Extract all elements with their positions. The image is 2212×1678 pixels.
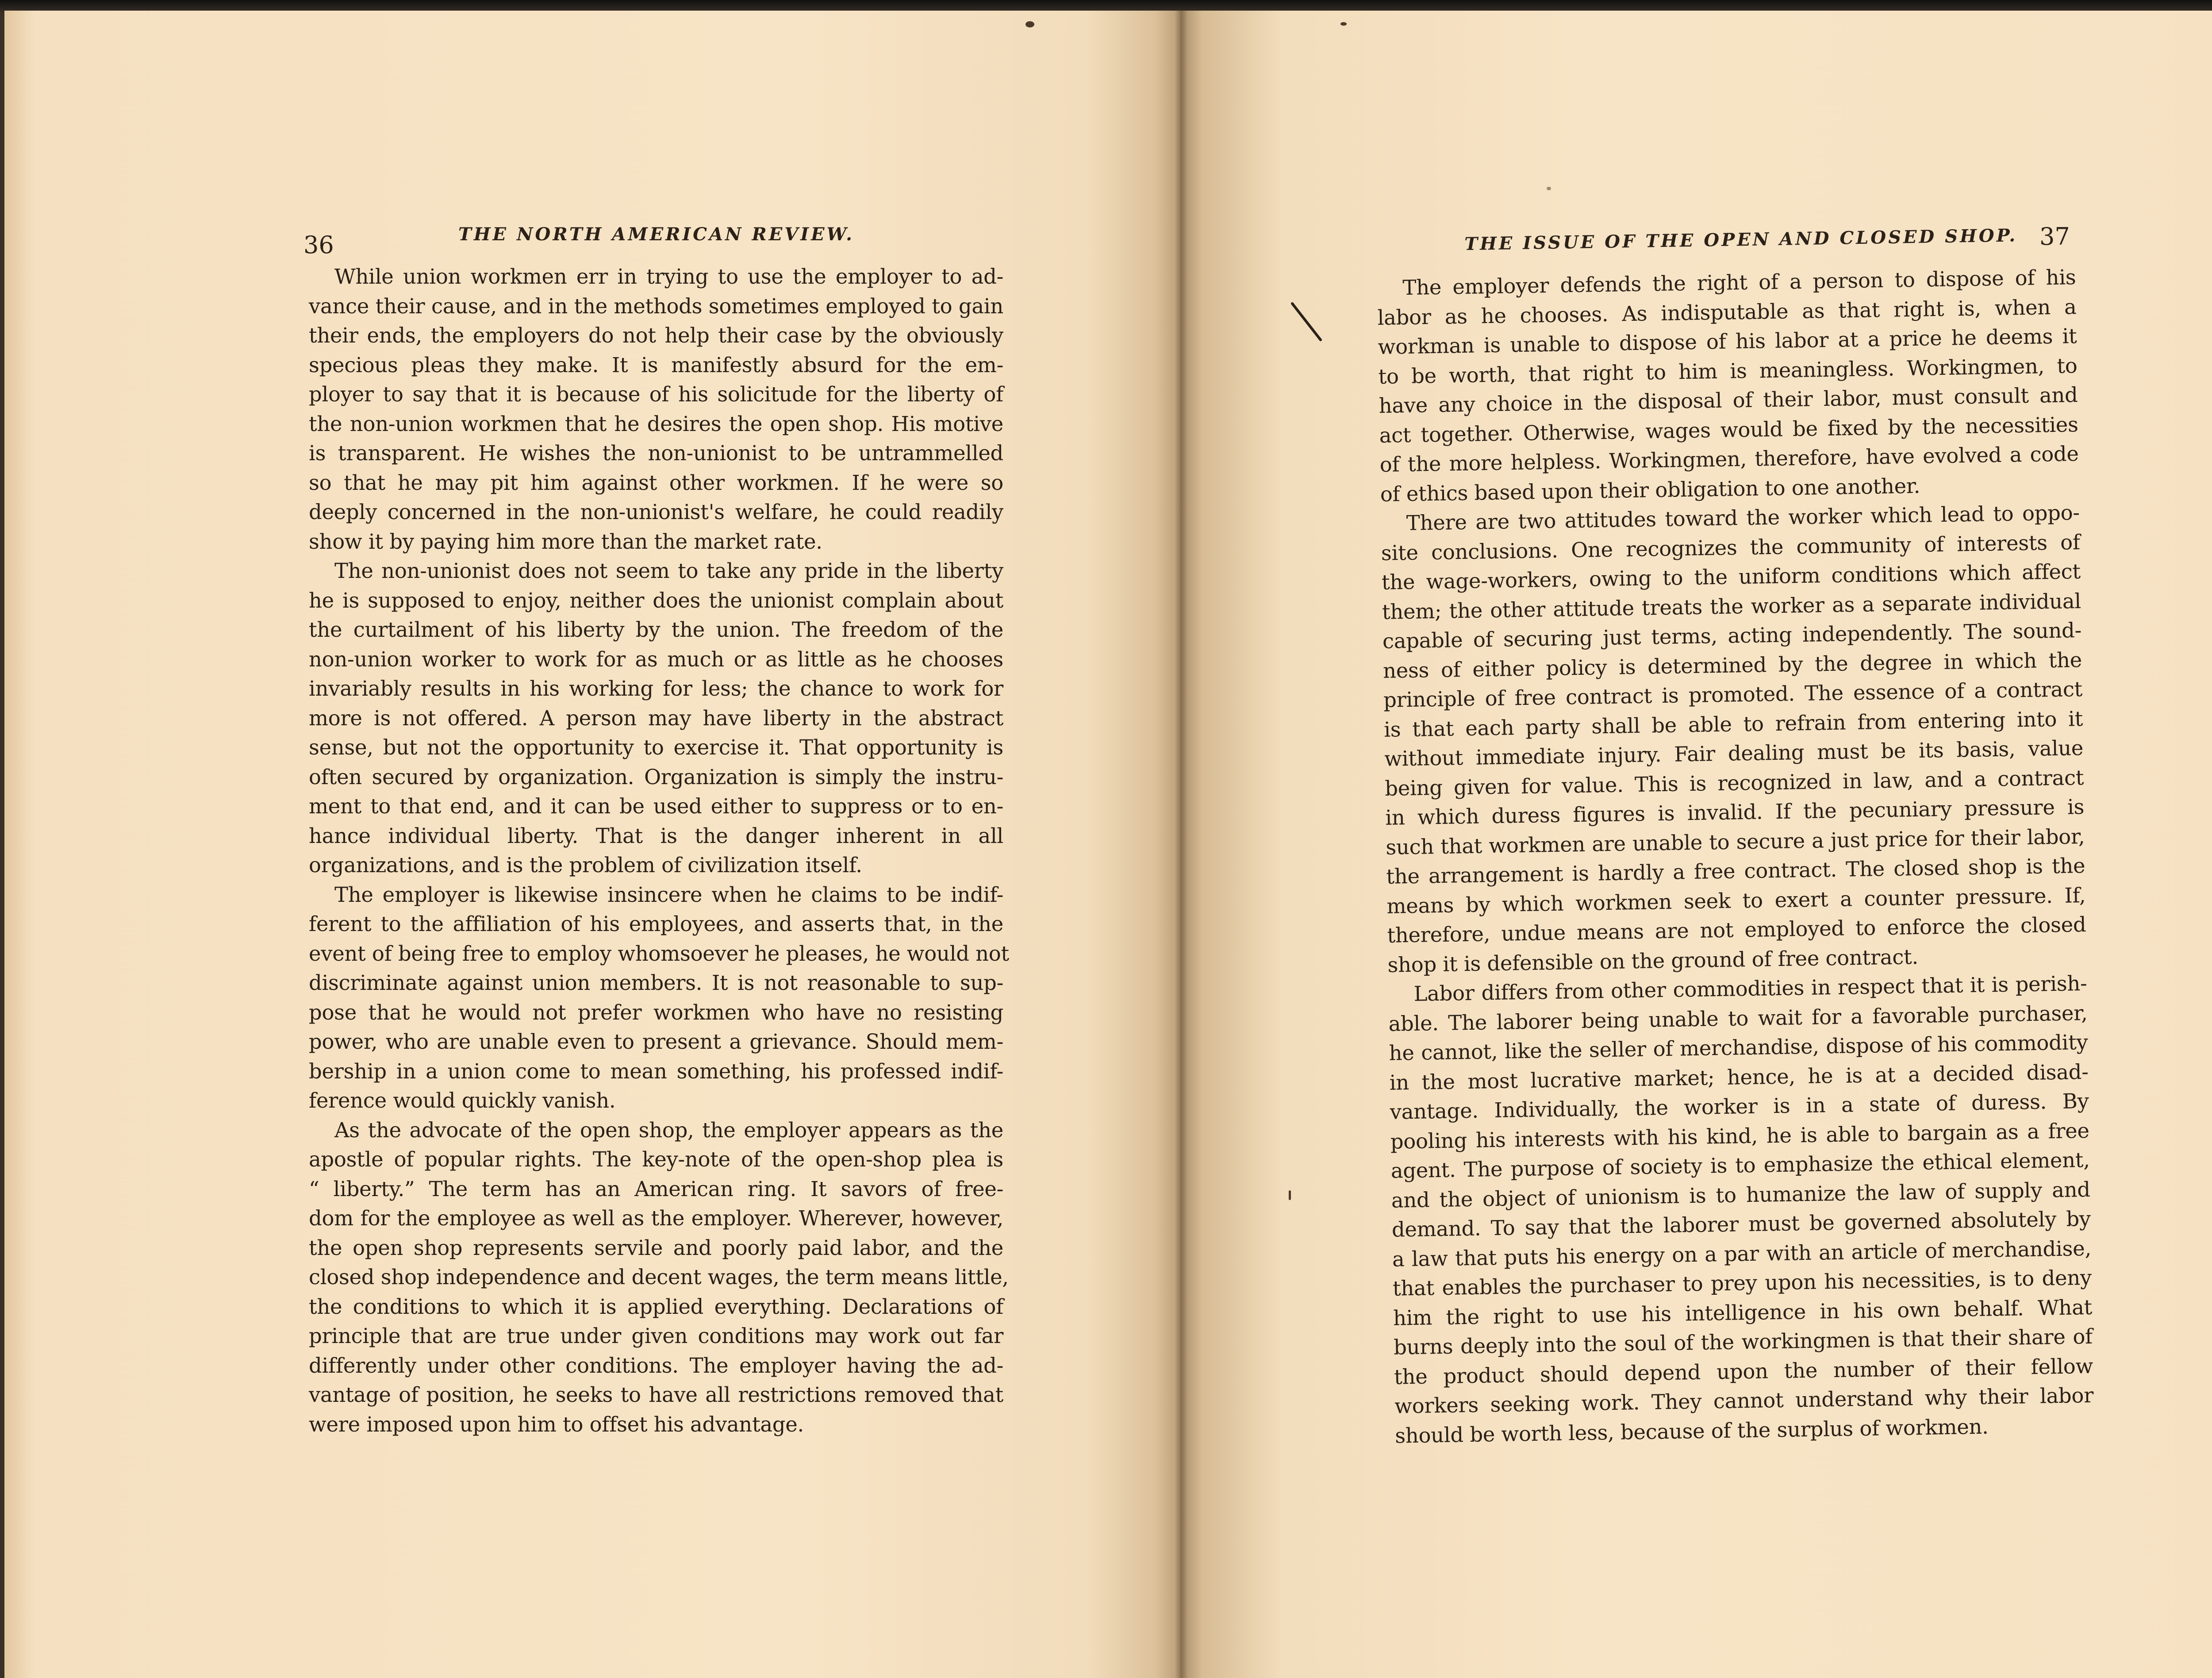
text-line: dom for the employee as well as the employer. Wherever, however, xyxy=(309,1206,1003,1230)
text-line: pose that he would not prefer workmen who have no resisting xyxy=(309,1000,1003,1024)
text-line: workman is unable to dispose of his labor at a price he deems it xyxy=(1378,324,2077,359)
text-line: ployer to say that it is because of his solicitude for the liberty of xyxy=(309,382,1003,406)
text-line: organizations, and is the problem of civilization itself. xyxy=(309,853,862,877)
page-number-left: 36 xyxy=(303,231,334,259)
text-line: As the advocate of the open shop, the employer appears as the xyxy=(334,1118,1003,1142)
text-line: ferent to the affiliation of his employees, and asserts that, in the xyxy=(309,912,1003,936)
book-gutter xyxy=(1175,11,1188,1678)
text-line: he cannot, like the seller of merchandise, dispose of his commodity xyxy=(1389,1030,2088,1065)
text-line: The employer defends the right of a person to dispose of his xyxy=(1402,265,2076,300)
text-line: Labor differs from other commodities in respect that it is perish- xyxy=(1413,971,2087,1006)
text-line: the open shop represents servile and poorly paid labor, and the xyxy=(309,1235,1003,1260)
text-line: means by which workmen seek to exert a counter pressure. If, xyxy=(1386,883,2086,918)
text-line: so that he may pit him against other workmen. If he were so xyxy=(309,470,1003,495)
text-line: power, who are unable even to present a grievance. Should mem- xyxy=(309,1030,1003,1054)
text-line: the product should depend upon the number of their fellow xyxy=(1394,1354,2093,1389)
text-line: the wage-workers, owing to the uniform conditions which affect xyxy=(1381,559,2081,594)
text-line: ference would quickly vanish. xyxy=(309,1089,616,1112)
text-line: differently under other conditions. The employer having the ad- xyxy=(309,1353,1003,1378)
text-line: and the object of unionism is to humanize the law of supply and xyxy=(1391,1177,2091,1212)
text-line: bership in a union come to mean something, his professed indif- xyxy=(309,1059,1003,1083)
text-line: have any choice in the disposal of their labor, must consult and xyxy=(1379,383,2078,418)
text-line: a law that puts his energy on a par with an article of merchandise, xyxy=(1392,1236,2092,1271)
right-page-text xyxy=(1377,262,2094,1450)
text-line: show it by paying him more than the market rate. xyxy=(309,529,822,554)
text-line: burns deeply into the soul of the workingmen is that their share of xyxy=(1393,1324,2093,1359)
ink-speck xyxy=(1025,21,1034,27)
text-line: sense, but not the opportunity to exercise it. That opportunity is xyxy=(309,735,1003,759)
text-line: is transparent. He wishes the non-unionist to be untrammelled xyxy=(309,441,1003,465)
ink-speck xyxy=(1289,1190,1291,1200)
text-line: The non-unionist does not seem to take any pride in the liberty xyxy=(334,559,1003,583)
text-line: is that each party shall be able to refrain from entering into it xyxy=(1383,706,2083,742)
text-line: in which duress figures is invalid. If the pecuniary pressure is xyxy=(1385,795,2085,830)
text-line: principle of free contract is promoted. The essence of a contract xyxy=(1383,677,2083,712)
text-line: the arrangement is hardly a free contract. The closed shop is the xyxy=(1386,854,2085,889)
text-line: labor as he chooses. As indisputable as that right is, when a xyxy=(1377,294,2077,330)
ink-speck xyxy=(1547,187,1551,190)
text-line: capable of securing just terms, acting independently. The sound- xyxy=(1382,618,2082,653)
ink-speck xyxy=(1340,22,1347,26)
text-line: often secured by organization. Organization is simply the instru- xyxy=(309,765,1003,789)
text-line: without immediate injury. Fair dealing must be its basis, value xyxy=(1384,736,2084,771)
text-line: to be worth, that right to him is meaningless. Workingmen, to xyxy=(1378,353,2078,389)
text-line: specious pleas they make. It is manifestly absurd for the em- xyxy=(309,353,1003,377)
text-line: vantage. Individually, the worker is in a state of duress. By xyxy=(1390,1089,2089,1124)
text-line: him the right to use his intelligence in his own behalf. What xyxy=(1393,1295,2093,1330)
page-number-right: 37 xyxy=(2039,223,2070,250)
text-line: closed shop independence and decent wages, the term means little, xyxy=(309,1265,1009,1289)
text-line: While union workmen err in trying to use the employer to ad- xyxy=(334,265,1003,289)
text-line: ness of either policy is determined by the degree in which the xyxy=(1382,647,2082,683)
text-line: the conditions to which it is applied everything. Declarations of xyxy=(309,1294,1003,1319)
running-head-right: THE ISSUE OF THE OPEN AND CLOSED SHOP. xyxy=(1464,225,2018,254)
text-line: site conclusions. One recognizes the community of interests of xyxy=(1381,530,2081,565)
text-line: of ethics based upon their obligation to one another. xyxy=(1380,473,1920,506)
text-line: hance individual liberty. That is the danger inherent in all xyxy=(309,824,1003,848)
text-line: that enables the purchaser to prey upon his necessities, is to deny xyxy=(1392,1265,2092,1301)
text-line: he is supposed to enjoy, neither does the unionist complain about xyxy=(309,588,1003,612)
text-line: them; the other attitude treats the worker as a separate individual xyxy=(1382,589,2081,624)
text-line: demand. To say that the laborer must be governed absolutely by xyxy=(1391,1206,2091,1242)
text-line: more is not offered. A person may have liberty in the abstract xyxy=(309,706,1003,730)
text-line: There are two attitudes toward the worker which lead to oppo- xyxy=(1406,500,2080,535)
text-line: being given for value. This is recognized in law, and a contract xyxy=(1384,765,2084,801)
text-line: act together. Otherwise, wages would be fixed by the necessities xyxy=(1379,412,2078,447)
text-line: shop it is defensible on the ground of free contract. xyxy=(1387,944,1919,977)
text-line: of the more helpless. Workingmen, therefore, have evolved a code xyxy=(1379,442,2079,477)
text-line: apostle of popular rights. The key-note of the open-shop plea is xyxy=(309,1147,1003,1171)
text-line: the curtailment of his liberty by the union. The freedom of the xyxy=(309,618,1003,642)
text-line: such that workmen are unable to secure a just price for their labor, xyxy=(1385,824,2085,859)
text-line: were imposed upon him to offset his advantage. xyxy=(309,1412,804,1436)
text-line: the non-union workmen that he desires the open shop. His motive xyxy=(309,412,1003,436)
text-line: workers seeking work. They cannot understand why their labor xyxy=(1394,1383,2094,1418)
text-line: ment to that end, and it can be used either to suppress or to en- xyxy=(309,794,1003,818)
text-line: able. The laborer being unable to wait for a favorable purchaser, xyxy=(1388,1001,2088,1036)
text-line: pooling his interests with his kind, he is able to bargain as a free xyxy=(1390,1118,2090,1154)
text-line: vantage of position, he seeks to have all restrictions removed that xyxy=(309,1383,1003,1407)
text-line: agent. The purpose of society is to emphasize the ethical element, xyxy=(1390,1147,2090,1183)
text-line: invariably results in his working for less; the chance to work for xyxy=(309,677,1003,700)
running-head-left: THE NORTH AMERICAN REVIEW. xyxy=(458,224,855,245)
text-line: therefore, undue means are not employed to enforce the closed xyxy=(1387,912,2086,947)
text-line: vance their cause, and in the methods sometimes employed to gain xyxy=(309,294,1003,318)
text-line: deeply concerned in the non-unionist's welfare, he could readily xyxy=(309,500,1003,524)
text-line: discriminate against union members. It is not reasonable to sup- xyxy=(309,971,1003,995)
text-line: event of being free to employ whomsoever he pleases, he would not xyxy=(309,941,1009,966)
text-line: should be worth less, because of the surplus of workmen. xyxy=(1394,1414,1989,1448)
text-line: The employer is likewise insincere when he claims to be indif- xyxy=(334,882,1003,907)
text-line: non-union worker to work for as much or as little as he chooses xyxy=(309,647,1003,671)
left-page-text xyxy=(309,262,1009,1439)
text-line: principle that are true under given conditions may work out far xyxy=(309,1324,1003,1348)
text-line: in the most lucrative market; hence, he is at a decided disad- xyxy=(1389,1059,2089,1095)
text-line: their ends, the employers do not help their case by the obviously xyxy=(309,323,1003,347)
text-line: “ liberty.” The term has an American ring. It savors of free- xyxy=(309,1177,1003,1201)
